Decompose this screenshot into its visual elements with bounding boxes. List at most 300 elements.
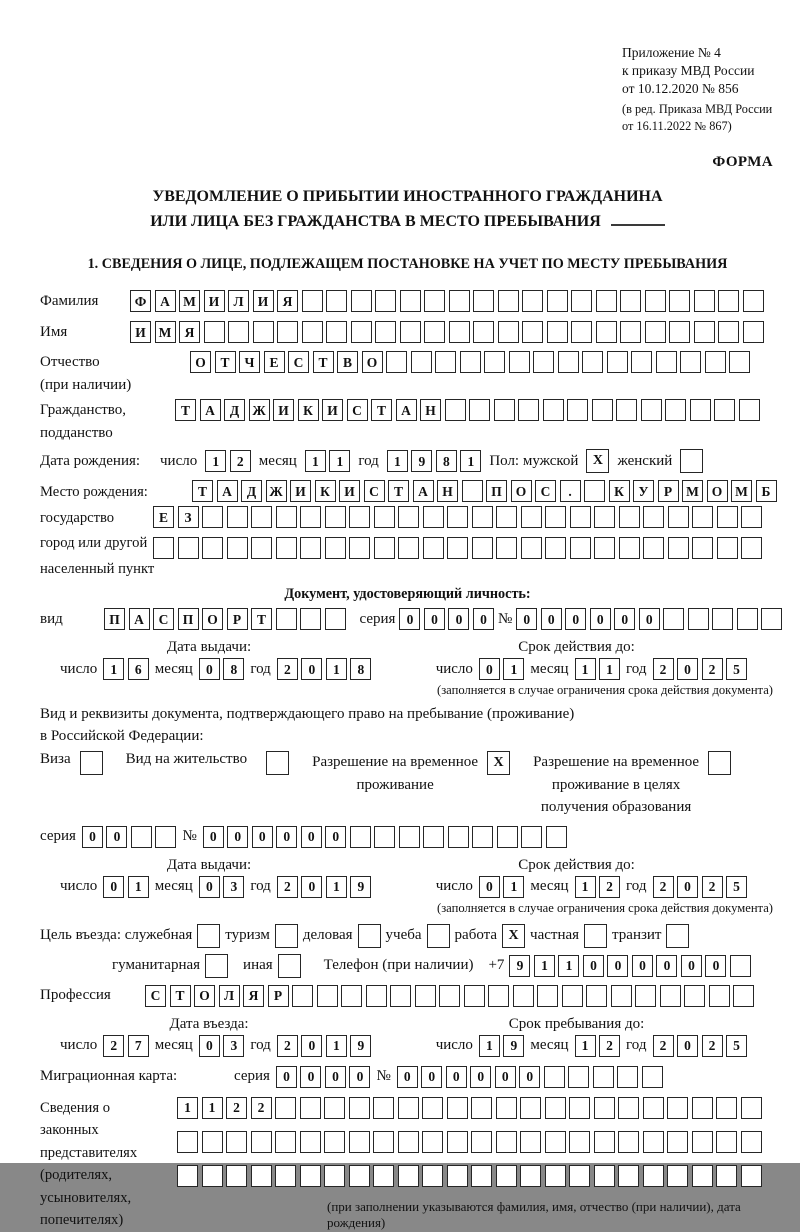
char-cell[interactable] bbox=[520, 1131, 541, 1153]
char-cell[interactable] bbox=[562, 985, 583, 1007]
char-cell[interactable] bbox=[400, 321, 421, 343]
char-cell[interactable] bbox=[692, 1165, 713, 1187]
char-cell[interactable]: 0 bbox=[82, 826, 103, 848]
char-cell[interactable]: X bbox=[502, 924, 525, 948]
representatives-row1-boxes[interactable] bbox=[177, 1097, 775, 1119]
char-cell[interactable]: 6 bbox=[128, 658, 149, 680]
char-cell[interactable]: Ж bbox=[266, 480, 287, 502]
birth-month-boxes[interactable] bbox=[305, 450, 351, 472]
char-cell[interactable]: С bbox=[364, 480, 385, 502]
char-cell[interactable] bbox=[741, 506, 762, 528]
char-cell[interactable] bbox=[424, 290, 445, 312]
sex-male-checkbox[interactable] bbox=[586, 449, 609, 473]
char-cell[interactable] bbox=[737, 608, 758, 630]
char-cell[interactable] bbox=[400, 290, 421, 312]
char-cell[interactable]: С bbox=[288, 351, 309, 373]
char-cell[interactable] bbox=[398, 1097, 419, 1119]
char-cell[interactable] bbox=[374, 826, 395, 848]
char-cell[interactable] bbox=[741, 1165, 762, 1187]
char-cell[interactable] bbox=[496, 1097, 517, 1119]
char-cell[interactable] bbox=[570, 506, 591, 528]
char-cell[interactable] bbox=[472, 506, 493, 528]
permit-valid-year-boxes[interactable] bbox=[653, 876, 748, 898]
char-cell[interactable] bbox=[326, 321, 347, 343]
char-cell[interactable]: И bbox=[253, 290, 274, 312]
char-cell[interactable] bbox=[694, 290, 715, 312]
char-cell[interactable] bbox=[680, 351, 701, 373]
char-cell[interactable] bbox=[569, 1097, 590, 1119]
char-cell[interactable]: 0 bbox=[103, 876, 124, 898]
char-cell[interactable] bbox=[373, 1165, 394, 1187]
doc-series-boxes[interactable] bbox=[399, 608, 494, 630]
firstname-boxes[interactable] bbox=[130, 321, 764, 343]
purpose-transit-checkbox[interactable] bbox=[666, 924, 689, 948]
char-cell[interactable] bbox=[545, 506, 566, 528]
char-cell[interactable] bbox=[668, 506, 689, 528]
permit-issue-year-boxes[interactable] bbox=[277, 876, 372, 898]
char-cell[interactable] bbox=[705, 351, 726, 373]
char-cell[interactable]: 3 bbox=[223, 876, 244, 898]
char-cell[interactable]: 2 bbox=[653, 876, 674, 898]
char-cell[interactable] bbox=[618, 1165, 639, 1187]
char-cell[interactable] bbox=[743, 290, 764, 312]
char-cell[interactable] bbox=[351, 290, 372, 312]
char-cell[interactable] bbox=[473, 290, 494, 312]
doc-valid-year-boxes[interactable] bbox=[653, 658, 748, 680]
char-cell[interactable]: 0 bbox=[203, 826, 224, 848]
char-cell[interactable]: 0 bbox=[199, 1035, 220, 1057]
char-cell[interactable] bbox=[202, 1131, 223, 1153]
char-cell[interactable] bbox=[543, 399, 564, 421]
birth-day-boxes[interactable] bbox=[205, 450, 251, 472]
char-cell[interactable] bbox=[692, 537, 713, 559]
char-cell[interactable] bbox=[571, 321, 592, 343]
char-cell[interactable] bbox=[641, 399, 662, 421]
char-cell[interactable] bbox=[449, 290, 470, 312]
char-cell[interactable] bbox=[472, 537, 493, 559]
char-cell[interactable]: 0 bbox=[516, 608, 537, 630]
char-cell[interactable]: К bbox=[315, 480, 336, 502]
char-cell[interactable] bbox=[714, 399, 735, 421]
patronymic-boxes[interactable] bbox=[190, 351, 750, 373]
doc-issue-day-boxes[interactable] bbox=[103, 658, 149, 680]
char-cell[interactable] bbox=[643, 1131, 664, 1153]
char-cell[interactable] bbox=[302, 290, 323, 312]
char-cell[interactable] bbox=[694, 321, 715, 343]
char-cell[interactable]: 2 bbox=[599, 876, 620, 898]
char-cell[interactable] bbox=[276, 608, 297, 630]
char-cell[interactable] bbox=[619, 506, 640, 528]
char-cell[interactable] bbox=[568, 1066, 589, 1088]
char-cell[interactable]: 9 bbox=[350, 876, 371, 898]
char-cell[interactable] bbox=[251, 506, 272, 528]
char-cell[interactable]: 0 bbox=[399, 608, 420, 630]
char-cell[interactable] bbox=[716, 1131, 737, 1153]
char-cell[interactable] bbox=[427, 924, 450, 948]
char-cell[interactable] bbox=[692, 1097, 713, 1119]
char-cell[interactable] bbox=[680, 449, 703, 473]
char-cell[interactable]: А bbox=[200, 399, 221, 421]
migcard-series-boxes[interactable] bbox=[276, 1066, 371, 1088]
char-cell[interactable] bbox=[741, 1131, 762, 1153]
char-cell[interactable] bbox=[708, 751, 731, 775]
char-cell[interactable] bbox=[374, 537, 395, 559]
char-cell[interactable]: О bbox=[202, 608, 223, 630]
char-cell[interactable] bbox=[619, 537, 640, 559]
char-cell[interactable]: П bbox=[178, 608, 199, 630]
char-cell[interactable] bbox=[522, 321, 543, 343]
char-cell[interactable]: Б bbox=[756, 480, 777, 502]
char-cell[interactable]: 9 bbox=[350, 1035, 371, 1057]
char-cell[interactable]: 0 bbox=[656, 955, 677, 977]
char-cell[interactable] bbox=[202, 506, 223, 528]
char-cell[interactable]: 9 bbox=[503, 1035, 524, 1057]
char-cell[interactable]: Н bbox=[420, 399, 441, 421]
char-cell[interactable] bbox=[667, 1165, 688, 1187]
char-cell[interactable] bbox=[471, 1097, 492, 1119]
char-cell[interactable] bbox=[302, 321, 323, 343]
temp-residence-edu-checkbox[interactable] bbox=[708, 751, 731, 775]
char-cell[interactable] bbox=[464, 985, 485, 1007]
char-cell[interactable] bbox=[349, 506, 370, 528]
char-cell[interactable]: 0 bbox=[252, 826, 273, 848]
char-cell[interactable] bbox=[266, 751, 289, 775]
char-cell[interactable]: 1 bbox=[326, 1035, 347, 1057]
char-cell[interactable] bbox=[324, 1165, 345, 1187]
char-cell[interactable] bbox=[275, 1097, 296, 1119]
char-cell[interactable] bbox=[761, 608, 782, 630]
char-cell[interactable] bbox=[205, 954, 228, 978]
char-cell[interactable] bbox=[635, 985, 656, 1007]
permit-issue-month-boxes[interactable] bbox=[199, 876, 245, 898]
char-cell[interactable] bbox=[275, 924, 298, 948]
char-cell[interactable] bbox=[669, 290, 690, 312]
char-cell[interactable]: 2 bbox=[277, 876, 298, 898]
char-cell[interactable]: 0 bbox=[583, 955, 604, 977]
char-cell[interactable] bbox=[717, 506, 738, 528]
char-cell[interactable] bbox=[131, 826, 152, 848]
purpose-tourism-checkbox[interactable] bbox=[275, 924, 298, 948]
char-cell[interactable] bbox=[374, 506, 395, 528]
birthplace-row2-boxes[interactable] bbox=[153, 506, 775, 528]
char-cell[interactable] bbox=[521, 537, 542, 559]
char-cell[interactable] bbox=[202, 1165, 223, 1187]
char-cell[interactable]: 0 bbox=[565, 608, 586, 630]
char-cell[interactable]: М bbox=[155, 321, 176, 343]
char-cell[interactable]: 2 bbox=[653, 658, 674, 680]
char-cell[interactable] bbox=[439, 985, 460, 1007]
char-cell[interactable] bbox=[496, 537, 517, 559]
char-cell[interactable] bbox=[496, 1131, 517, 1153]
char-cell[interactable]: 0 bbox=[473, 608, 494, 630]
char-cell[interactable] bbox=[618, 1097, 639, 1119]
char-cell[interactable] bbox=[518, 399, 539, 421]
char-cell[interactable] bbox=[567, 399, 588, 421]
char-cell[interactable]: 1 bbox=[326, 658, 347, 680]
char-cell[interactable] bbox=[692, 1131, 713, 1153]
char-cell[interactable]: 0 bbox=[301, 876, 322, 898]
char-cell[interactable] bbox=[558, 351, 579, 373]
char-cell[interactable]: Т bbox=[170, 985, 191, 1007]
char-cell[interactable] bbox=[521, 826, 542, 848]
char-cell[interactable]: 0 bbox=[479, 658, 500, 680]
char-cell[interactable]: А bbox=[413, 480, 434, 502]
char-cell[interactable]: 0 bbox=[424, 608, 445, 630]
char-cell[interactable]: Ч bbox=[239, 351, 260, 373]
char-cell[interactable] bbox=[509, 351, 530, 373]
char-cell[interactable] bbox=[449, 321, 470, 343]
char-cell[interactable]: А bbox=[155, 290, 176, 312]
char-cell[interactable] bbox=[253, 321, 274, 343]
purpose-business-checkbox[interactable] bbox=[358, 924, 381, 948]
char-cell[interactable]: Я bbox=[277, 290, 298, 312]
representatives-row3-boxes[interactable] bbox=[177, 1165, 775, 1187]
char-cell[interactable]: 2 bbox=[251, 1097, 272, 1119]
char-cell[interactable] bbox=[496, 506, 517, 528]
char-cell[interactable] bbox=[594, 1131, 615, 1153]
char-cell[interactable] bbox=[349, 537, 370, 559]
char-cell[interactable] bbox=[375, 290, 396, 312]
char-cell[interactable]: 0 bbox=[276, 826, 297, 848]
doc-issue-month-boxes[interactable] bbox=[199, 658, 245, 680]
char-cell[interactable] bbox=[472, 826, 493, 848]
permit-issue-day-boxes[interactable] bbox=[103, 876, 149, 898]
char-cell[interactable] bbox=[716, 1165, 737, 1187]
char-cell[interactable]: А bbox=[396, 399, 417, 421]
char-cell[interactable] bbox=[645, 321, 666, 343]
char-cell[interactable] bbox=[447, 537, 468, 559]
char-cell[interactable]: 0 bbox=[470, 1066, 491, 1088]
char-cell[interactable] bbox=[547, 321, 568, 343]
char-cell[interactable] bbox=[521, 506, 542, 528]
surname-boxes[interactable] bbox=[130, 290, 764, 312]
char-cell[interactable] bbox=[545, 1097, 566, 1119]
char-cell[interactable] bbox=[324, 1131, 345, 1153]
char-cell[interactable]: 2 bbox=[103, 1035, 124, 1057]
char-cell[interactable] bbox=[643, 1097, 664, 1119]
char-cell[interactable] bbox=[618, 1131, 639, 1153]
char-cell[interactable] bbox=[358, 924, 381, 948]
char-cell[interactable] bbox=[398, 506, 419, 528]
char-cell[interactable]: С bbox=[347, 399, 368, 421]
char-cell[interactable] bbox=[692, 506, 713, 528]
char-cell[interactable]: 2 bbox=[230, 450, 251, 472]
char-cell[interactable]: 9 bbox=[411, 450, 432, 472]
char-cell[interactable] bbox=[660, 985, 681, 1007]
char-cell[interactable]: 2 bbox=[277, 1035, 298, 1057]
char-cell[interactable]: 1 bbox=[479, 1035, 500, 1057]
char-cell[interactable] bbox=[423, 826, 444, 848]
char-cell[interactable]: 0 bbox=[301, 826, 322, 848]
char-cell[interactable] bbox=[155, 826, 176, 848]
char-cell[interactable]: 0 bbox=[448, 608, 469, 630]
char-cell[interactable]: Ф bbox=[130, 290, 151, 312]
char-cell[interactable]: 2 bbox=[226, 1097, 247, 1119]
char-cell[interactable] bbox=[325, 537, 346, 559]
char-cell[interactable] bbox=[688, 608, 709, 630]
char-cell[interactable] bbox=[616, 399, 637, 421]
char-cell[interactable] bbox=[620, 321, 641, 343]
char-cell[interactable]: Я bbox=[179, 321, 200, 343]
char-cell[interactable] bbox=[522, 290, 543, 312]
char-cell[interactable]: А bbox=[217, 480, 238, 502]
char-cell[interactable] bbox=[571, 290, 592, 312]
char-cell[interactable]: 1 bbox=[205, 450, 226, 472]
char-cell[interactable] bbox=[718, 290, 739, 312]
char-cell[interactable]: X bbox=[487, 751, 510, 775]
char-cell[interactable]: Л bbox=[228, 290, 249, 312]
char-cell[interactable]: Т bbox=[371, 399, 392, 421]
char-cell[interactable] bbox=[488, 985, 509, 1007]
char-cell[interactable] bbox=[656, 351, 677, 373]
char-cell[interactable]: 0 bbox=[519, 1066, 540, 1088]
char-cell[interactable]: 0 bbox=[541, 608, 562, 630]
char-cell[interactable]: 0 bbox=[227, 826, 248, 848]
char-cell[interactable] bbox=[423, 506, 444, 528]
char-cell[interactable] bbox=[730, 955, 751, 977]
char-cell[interactable]: 0 bbox=[421, 1066, 442, 1088]
char-cell[interactable]: 0 bbox=[276, 1066, 297, 1088]
char-cell[interactable]: 8 bbox=[436, 450, 457, 472]
char-cell[interactable] bbox=[326, 290, 347, 312]
temp-residence-checkbox[interactable] bbox=[487, 751, 510, 775]
char-cell[interactable] bbox=[743, 321, 764, 343]
char-cell[interactable]: 1 bbox=[329, 450, 350, 472]
char-cell[interactable]: З bbox=[178, 506, 199, 528]
char-cell[interactable]: 3 bbox=[223, 1035, 244, 1057]
char-cell[interactable] bbox=[497, 826, 518, 848]
char-cell[interactable]: П bbox=[486, 480, 507, 502]
char-cell[interactable] bbox=[684, 985, 705, 1007]
char-cell[interactable] bbox=[717, 537, 738, 559]
char-cell[interactable]: 5 bbox=[726, 876, 747, 898]
char-cell[interactable]: О bbox=[707, 480, 728, 502]
char-cell[interactable] bbox=[498, 290, 519, 312]
char-cell[interactable]: В bbox=[337, 351, 358, 373]
char-cell[interactable] bbox=[251, 537, 272, 559]
char-cell[interactable]: X bbox=[586, 449, 609, 473]
char-cell[interactable] bbox=[300, 1097, 321, 1119]
char-cell[interactable] bbox=[317, 985, 338, 1007]
char-cell[interactable]: 2 bbox=[702, 876, 723, 898]
char-cell[interactable] bbox=[471, 1131, 492, 1153]
char-cell[interactable]: 2 bbox=[277, 658, 298, 680]
char-cell[interactable] bbox=[366, 985, 387, 1007]
char-cell[interactable]: Н bbox=[437, 480, 458, 502]
doc-issue-year-boxes[interactable] bbox=[277, 658, 372, 680]
char-cell[interactable] bbox=[663, 608, 684, 630]
char-cell[interactable]: П bbox=[104, 608, 125, 630]
char-cell[interactable] bbox=[498, 321, 519, 343]
char-cell[interactable]: Т bbox=[313, 351, 334, 373]
char-cell[interactable]: С bbox=[535, 480, 556, 502]
char-cell[interactable]: 0 bbox=[349, 1066, 370, 1088]
char-cell[interactable]: 5 bbox=[726, 1035, 747, 1057]
char-cell[interactable] bbox=[617, 1066, 638, 1088]
char-cell[interactable]: 0 bbox=[677, 658, 698, 680]
char-cell[interactable] bbox=[712, 608, 733, 630]
char-cell[interactable] bbox=[668, 537, 689, 559]
char-cell[interactable]: О bbox=[511, 480, 532, 502]
char-cell[interactable]: 1 bbox=[575, 876, 596, 898]
char-cell[interactable]: Р bbox=[268, 985, 289, 1007]
doc-number-boxes[interactable] bbox=[516, 608, 782, 630]
birthplace-row1-boxes[interactable] bbox=[192, 480, 775, 502]
char-cell[interactable]: И bbox=[322, 399, 343, 421]
char-cell[interactable] bbox=[447, 1165, 468, 1187]
purpose-study-checkbox[interactable] bbox=[427, 924, 450, 948]
char-cell[interactable] bbox=[386, 351, 407, 373]
char-cell[interactable] bbox=[729, 351, 750, 373]
char-cell[interactable] bbox=[424, 321, 445, 343]
char-cell[interactable] bbox=[484, 351, 505, 373]
char-cell[interactable]: Р bbox=[227, 608, 248, 630]
char-cell[interactable] bbox=[520, 1165, 541, 1187]
char-cell[interactable]: Т bbox=[215, 351, 236, 373]
char-cell[interactable]: Е bbox=[264, 351, 285, 373]
char-cell[interactable] bbox=[422, 1097, 443, 1119]
char-cell[interactable]: 1 bbox=[128, 876, 149, 898]
char-cell[interactable]: 0 bbox=[677, 876, 698, 898]
entry-year-boxes[interactable] bbox=[277, 1035, 372, 1057]
char-cell[interactable] bbox=[669, 321, 690, 343]
doc-valid-month-boxes[interactable] bbox=[575, 658, 621, 680]
char-cell[interactable]: 1 bbox=[387, 450, 408, 472]
char-cell[interactable] bbox=[251, 1165, 272, 1187]
profession-boxes[interactable] bbox=[145, 985, 754, 1007]
char-cell[interactable]: 0 bbox=[301, 1035, 322, 1057]
char-cell[interactable]: К bbox=[298, 399, 319, 421]
char-cell[interactable] bbox=[349, 1131, 370, 1153]
char-cell[interactable]: С bbox=[145, 985, 166, 1007]
char-cell[interactable] bbox=[398, 1165, 419, 1187]
char-cell[interactable]: 1 bbox=[460, 450, 481, 472]
char-cell[interactable]: С bbox=[153, 608, 174, 630]
representatives-row2-boxes[interactable] bbox=[177, 1131, 775, 1153]
char-cell[interactable]: . bbox=[560, 480, 581, 502]
char-cell[interactable] bbox=[733, 985, 754, 1007]
char-cell[interactable] bbox=[642, 1066, 663, 1088]
char-cell[interactable] bbox=[375, 321, 396, 343]
phone-boxes[interactable] bbox=[509, 955, 751, 977]
char-cell[interactable] bbox=[665, 399, 686, 421]
char-cell[interactable] bbox=[447, 506, 468, 528]
char-cell[interactable]: 0 bbox=[199, 658, 220, 680]
char-cell[interactable]: 2 bbox=[599, 1035, 620, 1057]
char-cell[interactable]: 2 bbox=[653, 1035, 674, 1057]
char-cell[interactable] bbox=[533, 351, 554, 373]
stay-year-boxes[interactable] bbox=[653, 1035, 748, 1057]
char-cell[interactable] bbox=[513, 985, 534, 1007]
char-cell[interactable] bbox=[643, 506, 664, 528]
char-cell[interactable] bbox=[547, 290, 568, 312]
char-cell[interactable]: 1 bbox=[575, 658, 596, 680]
char-cell[interactable] bbox=[584, 480, 605, 502]
char-cell[interactable]: Т bbox=[388, 480, 409, 502]
char-cell[interactable]: Т bbox=[192, 480, 213, 502]
char-cell[interactable] bbox=[569, 1165, 590, 1187]
char-cell[interactable] bbox=[202, 537, 223, 559]
char-cell[interactable]: И bbox=[204, 290, 225, 312]
char-cell[interactable] bbox=[473, 321, 494, 343]
char-cell[interactable]: 0 bbox=[300, 1066, 321, 1088]
char-cell[interactable]: 0 bbox=[705, 955, 726, 977]
char-cell[interactable] bbox=[631, 351, 652, 373]
char-cell[interactable] bbox=[153, 537, 174, 559]
char-cell[interactable] bbox=[398, 537, 419, 559]
char-cell[interactable] bbox=[300, 1165, 321, 1187]
char-cell[interactable]: 5 bbox=[726, 658, 747, 680]
